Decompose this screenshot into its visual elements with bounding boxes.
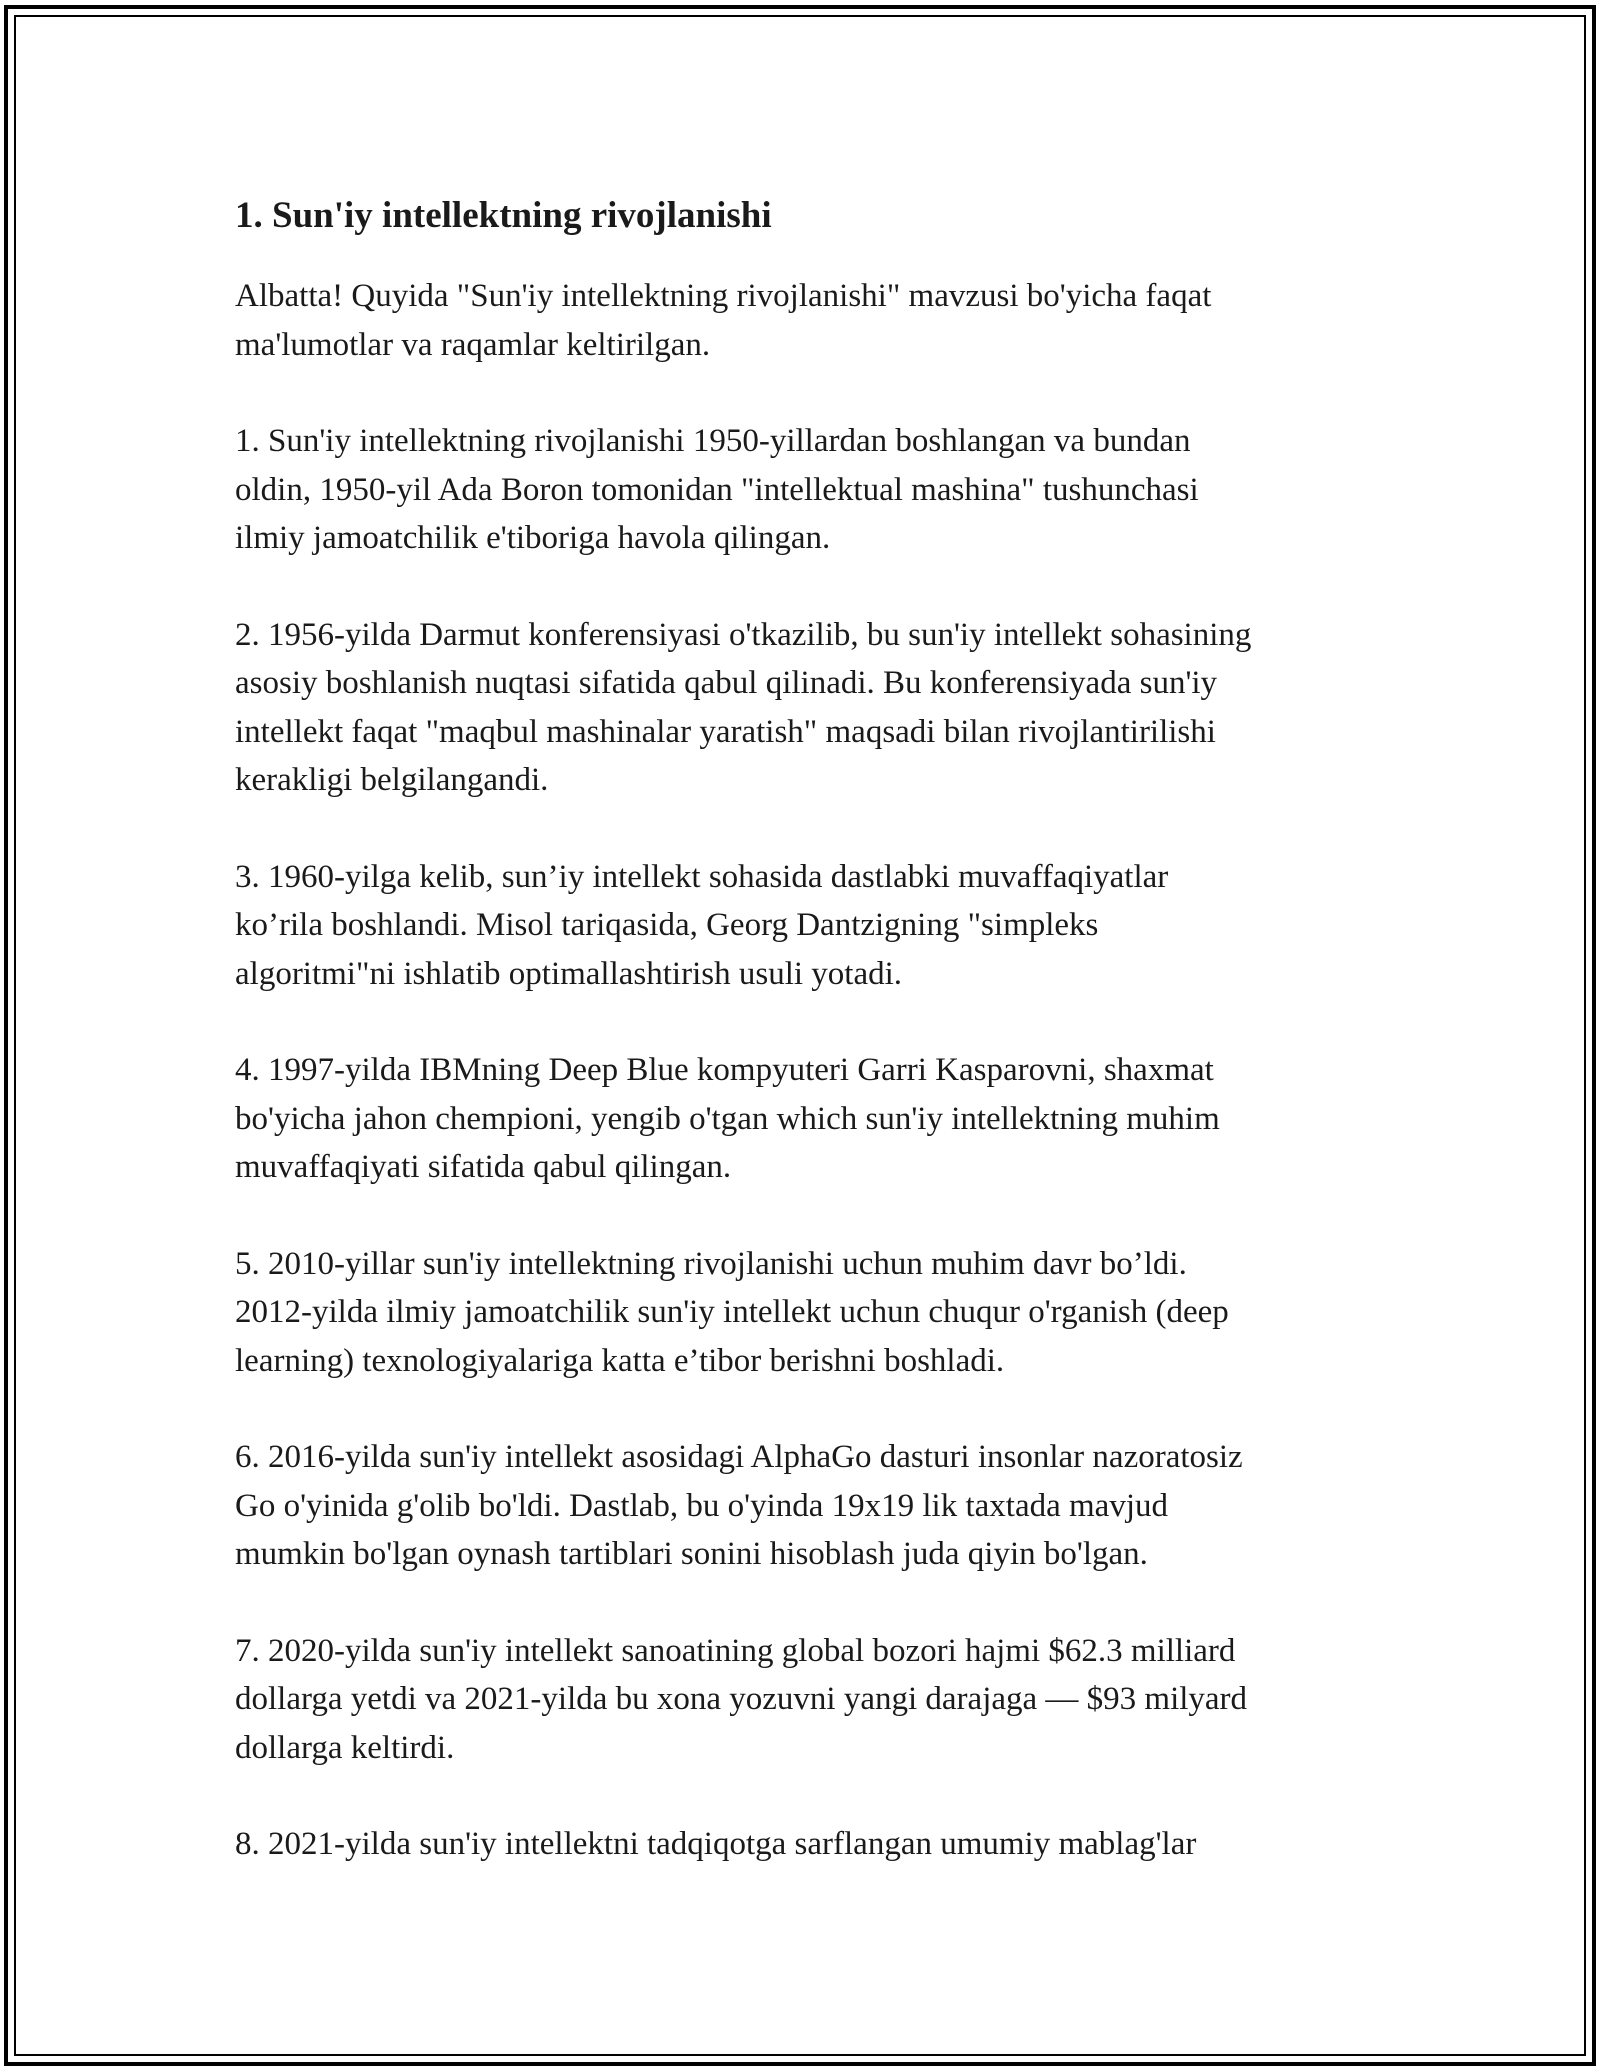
- paragraph-7: 7. 2020-yilda sun'iy intellekt sanoatining global bozori hajmi $62.3 milliard dollarga yetdi va 2021-yilda bu xona yozuvni yangi darajaga — $93 milyard dollarga keltirdi.: [235, 1632, 1248, 1766]
- paragraph-5: 5. 2010-yillar sun'iy intellektning rivojlanishi uchun muhim davr bo’ldi. 2012-yilda ilmiy jamoatchilik sun'iy intellekt uchun chuqur o'rganish (deep learning) texnologiyalariga katta e’tibor berishni boshladi.: [235, 1245, 1229, 1379]
- paragraph-8: 8. 2021-yilda sun'iy intellektni tadqiqotga sarflangan umumiy mablag'lar: [235, 1826, 1197, 1862]
- paragraph-6: 6. 2016-yilda sun'iy intellekt asosidagi AlphaGo dasturi insonlar nazoratosiz Go o'yinida g'olib bo'ldi. Dastlab, bu o'yinda 19x19 lik taxtada mavjud mumkin bo'lgan oynash tartiblari sonini hisoblash juda qiyin bo'lgan.: [235, 1439, 1243, 1572]
- paragraph-1: 1. Sun'iy intellektning rivojlanishi 1950-yillardan boshlangan va bundan oldin, 1950-yil Ada Boron tomonidan "intellektual mashina" tushunchasi ilmiy jamoatchilik e'tiboriga havola qilingan.: [235, 423, 1199, 556]
- paragraph-2: 2. 1956-yilda Darmut konferensiyasi o'tkazilib, bu sun'iy intellekt sohasining asosiy boshlanish nuqtasi sifatida qabul qilinadi. Bu konferensiyada sun'iy intellekt faqat "maqbul mashinalar yaratish" maqsadi bilan rivojlantirilishi kerakligi belgilangandi.: [235, 616, 1252, 798]
- document-title: 1. Sun'iy intellektning rivojlanishi: [235, 195, 772, 236]
- document-body: [235, 188, 1385, 1917]
- intro-paragraph: Albatta! Quyida "Sun'iy intellektning rivojlanishi" mavzusi bo'yicha faqat ma'lumotlar va raqamlar keltirilgan.: [235, 278, 1212, 363]
- paragraph-3: 3. 1960-yilga kelib, sun’iy intellekt sohasida dastlabki muvaffaqiyatlar ko’rila boshlandi. Misol tariqasida, Georg Dantzigning "simpleks algoritmi"ni ishlatib optimallashtirish usuli yotadi.: [235, 858, 1169, 992]
- paragraph-4: 4. 1997-yilda IBMning Deep Blue kompyuteri Garri Kasparovni, shaxmat bo'yicha jahon chempioni, yengib o'tgan which sun'iy intellektning muhim muvaffaqiyati sifatida qabul qilingan.: [235, 1052, 1220, 1185]
